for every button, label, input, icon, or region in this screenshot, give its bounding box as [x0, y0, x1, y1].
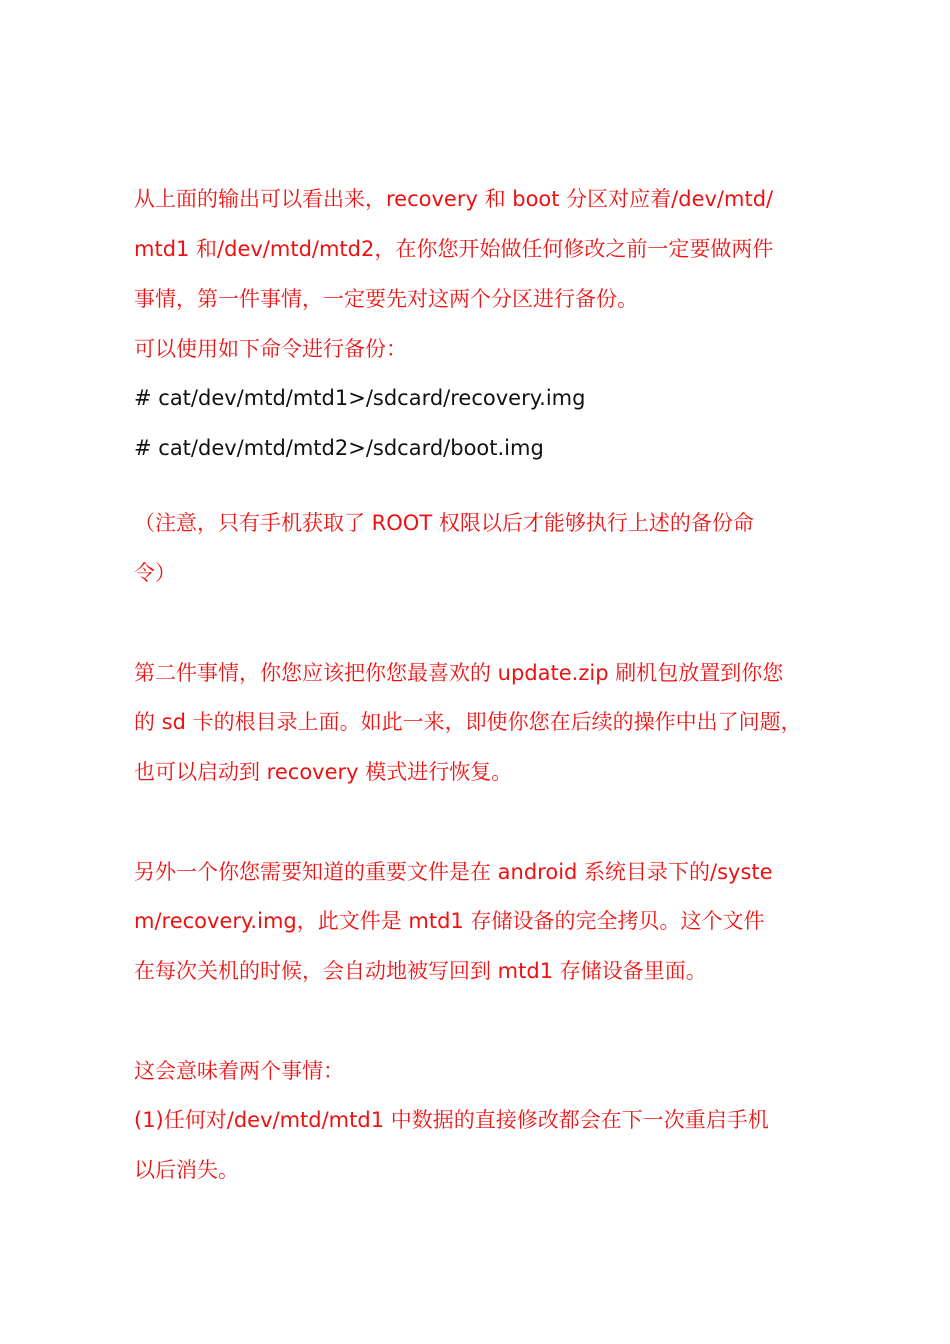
text-line: 在每次关机的时候，会自动地被写回到 mtd1 存储设备里面。: [134, 959, 707, 983]
text-line: m/recovery.img，此文件是 mtd1 存储设备的完全拷贝。这个文件: [134, 909, 765, 933]
text-line: 这会意味着两个事情：: [134, 1059, 344, 1083]
text-line: (1)任何对/dev/mtd/mtd1 中数据的直接修改都会在下一次重启手机: [134, 1108, 769, 1132]
text-line: mtd1 和/dev/mtd/mtd2，在你您开始做任何修改之前一定要做两件: [134, 237, 774, 261]
text-line: 事情，第一件事情，一定要先对这两个分区进行备份。: [134, 287, 638, 311]
text-line: 从上面的输出可以看出来，recovery 和 boot 分区对应着/dev/mtd/: [134, 187, 774, 211]
text-line: 令）: [134, 561, 176, 585]
command-line: # cat/dev/mtd/mtd1>/sdcard/recovery.img: [134, 386, 586, 410]
command-line: # cat/dev/mtd/mtd2>/sdcard/boot.img: [134, 436, 544, 460]
text-line: 也可以启动到 recovery 模式进行恢复。: [134, 760, 513, 784]
text-line: 以后消失。: [134, 1158, 239, 1182]
text-line: 另外一个你您需要知道的重要文件是在 android 系统目录下的/syste: [134, 860, 773, 884]
text-line: （注意，只有手机获取了 ROOT 权限以后才能够执行上述的备份命: [134, 511, 754, 535]
text-line: 可以使用如下命令进行备份：: [134, 337, 407, 361]
text-line: 的 sd 卡的根目录上面。如此一来，即使你您在后续的操作中出了问题，: [134, 710, 802, 734]
text-line: 第二件事情，你您应该把你您最喜欢的 update.zip 刷机包放置到你您: [134, 661, 784, 685]
